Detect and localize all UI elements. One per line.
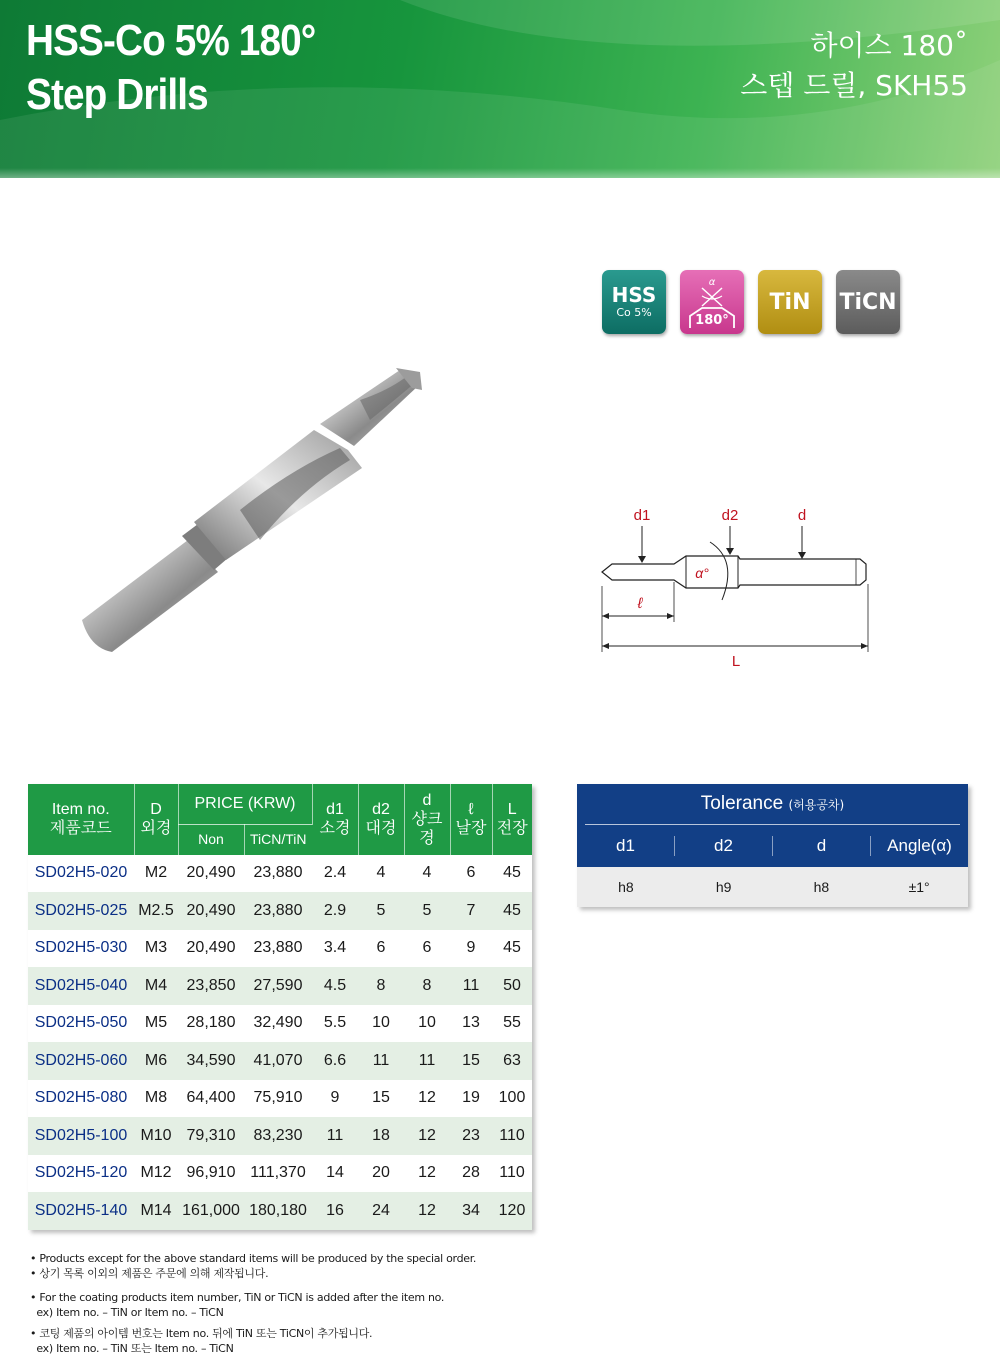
table-row <box>28 930 532 968</box>
cell-d2-value: 5 <box>358 892 404 930</box>
cell-l-value: 34 <box>450 1192 492 1230</box>
tolerance-col-d: d <box>773 836 871 856</box>
diagram-L-label: L <box>731 653 741 670</box>
cell-l-value: 19 <box>450 1080 492 1118</box>
col-l-en: ℓ <box>468 801 474 819</box>
cell-price-non: 28,180 <box>178 1005 244 1043</box>
tolerance-col-d1: d1 <box>577 836 675 856</box>
cell-d-value: 4 <box>404 855 450 893</box>
cell-d1-value: 2.9 <box>312 892 358 930</box>
dimension-diagram <box>590 500 890 680</box>
angle-graphic <box>680 270 744 334</box>
cell-item-code: SD02H5-030 <box>28 930 134 968</box>
cell-d-value: 12 <box>404 1117 450 1155</box>
cell-d2-value: 15 <box>358 1080 404 1118</box>
feature-icons <box>602 270 900 334</box>
cell-price-coated: 75,910 <box>244 1080 312 1118</box>
col-D-ko: 외경 <box>140 820 172 838</box>
cell-item-code: SD02H5-040 <box>28 967 134 1005</box>
table-row <box>28 1155 532 1193</box>
cell-diameter: M5 <box>134 1005 178 1043</box>
note-special-order-en: • Products except for the above standard items will be produced by the special order. <box>30 1252 477 1265</box>
spec-table <box>28 784 532 1230</box>
col-d1-ko: 소경 <box>319 820 351 838</box>
cell-d-value: 12 <box>404 1080 450 1118</box>
note-coating-en: • For the coating products item number, TiN or TiCN is added after the item no. <box>30 1291 445 1304</box>
cell-d-value: 8 <box>404 967 450 1005</box>
note-coating-ko: • 코팅 제품의 아이템 번호는 Item no. 뒤에 TiN 또는 TiCN이 추가됩니다. <box>30 1327 373 1340</box>
title-ko-line-2: 스텝 드릴, SKH55 <box>740 69 968 102</box>
col-D <box>134 784 178 855</box>
cell-item-code: SD02H5-060 <box>28 1042 134 1080</box>
cell-d-value: 11 <box>404 1042 450 1080</box>
col-D-en: D <box>150 801 162 819</box>
col-item-no-en: Item no. <box>51 801 110 819</box>
cell-L-value: 55 <box>492 1005 532 1043</box>
angle-180-icon <box>680 270 744 334</box>
angle-value-label: 180° <box>695 313 729 328</box>
col-d1-en: d1 <box>326 801 344 819</box>
note-coating-example-en: ex) Item no. – TiN or Item no. – TiCN <box>30 1306 224 1319</box>
hss-icon <box>602 270 666 334</box>
tolerance-values <box>577 867 968 907</box>
cell-d2-value: 20 <box>358 1155 404 1193</box>
col-item-no-ko: 제품코드 <box>49 820 112 838</box>
col-d2-en: d2 <box>372 801 390 819</box>
cell-diameter: M8 <box>134 1080 178 1118</box>
cell-l-value: 13 <box>450 1005 492 1043</box>
cell-d1-value: 11 <box>312 1117 358 1155</box>
table-row <box>28 967 532 1005</box>
note-special-order-ko: • 상기 목록 이외의 제품은 주문에 의해 제작됩니다. <box>30 1267 269 1280</box>
table-row <box>28 1005 532 1043</box>
cell-L-value: 110 <box>492 1155 532 1193</box>
cell-item-code: SD02H5-140 <box>28 1192 134 1230</box>
cell-item-code: SD02H5-020 <box>28 855 134 893</box>
angle-alpha-label: α <box>708 277 716 288</box>
cell-L-value: 100 <box>492 1080 532 1118</box>
col-price-non: Non <box>178 824 244 855</box>
cell-L-value: 45 <box>492 855 532 893</box>
col-L <box>492 784 532 855</box>
cell-d-value: 10 <box>404 1005 450 1043</box>
col-L-ko: 전장 <box>496 820 528 838</box>
cell-L-value: 45 <box>492 892 532 930</box>
tolerance-table <box>577 784 968 907</box>
tolerance-header <box>577 784 968 867</box>
cell-item-code: SD02H5-025 <box>28 892 134 930</box>
tolerance-title-en: Tolerance <box>700 793 784 814</box>
cell-price-coated: 41,070 <box>244 1042 312 1080</box>
cell-d1-value: 5.5 <box>312 1005 358 1043</box>
ticn-icon-label: TiCN <box>839 289 897 315</box>
cell-d1-value: 6.6 <box>312 1042 358 1080</box>
cell-d2-value: 11 <box>358 1042 404 1080</box>
cell-l-value: 6 <box>450 855 492 893</box>
cell-d-value: 6 <box>404 930 450 968</box>
hss-icon-label: HSS <box>611 283 657 307</box>
col-d-ko: 샹크경 <box>411 810 443 847</box>
diagram-l-label: ℓ <box>637 595 643 612</box>
cell-d2-value: 24 <box>358 1192 404 1230</box>
cell-l-value: 23 <box>450 1117 492 1155</box>
note-coating-example-ko: ex) Item no. – TiN 또는 Item no. – TiCN <box>30 1342 234 1355</box>
cell-price-non: 64,400 <box>178 1080 244 1118</box>
cell-d-value: 12 <box>404 1192 450 1230</box>
tin-icon-label: TiN <box>769 289 811 315</box>
cell-diameter: M10 <box>134 1117 178 1155</box>
table-row <box>28 1080 532 1118</box>
table-row <box>28 1042 532 1080</box>
cell-d1-value: 2.4 <box>312 855 358 893</box>
tolerance-val-d: h8 <box>813 879 830 895</box>
col-price: PRICE (KRW) <box>178 784 312 824</box>
cell-price-non: 20,490 <box>178 892 244 930</box>
cell-d1-value: 3.4 <box>312 930 358 968</box>
cell-price-non: 161,000 <box>178 1192 244 1230</box>
col-L-en: L <box>507 801 517 819</box>
spec-table-body <box>28 855 532 1230</box>
col-d1 <box>312 784 358 855</box>
cell-price-coated: 83,230 <box>244 1117 312 1155</box>
cell-d2-value: 6 <box>358 930 404 968</box>
cell-diameter: M3 <box>134 930 178 968</box>
cell-price-coated: 23,880 <box>244 892 312 930</box>
col-d2-ko: 대경 <box>365 820 397 838</box>
cell-l-value: 9 <box>450 930 492 968</box>
page-title-korean <box>740 26 968 106</box>
table-row <box>28 1192 532 1230</box>
cell-diameter: M2.5 <box>134 892 178 930</box>
cell-l-value: 7 <box>450 892 492 930</box>
title-line-2: Step Drills <box>26 70 208 119</box>
col-price-coated: TiCN/TiN <box>244 824 312 855</box>
cell-d2-value: 8 <box>358 967 404 1005</box>
table-row <box>28 855 532 893</box>
cell-item-code: SD02H5-050 <box>28 1005 134 1043</box>
cell-L-value: 120 <box>492 1192 532 1230</box>
tolerance-val-d1: h8 <box>618 879 634 895</box>
cell-price-non: 96,910 <box>178 1155 244 1193</box>
cell-d1-value: 9 <box>312 1080 358 1118</box>
tolerance-title-ko: (허용공차) <box>788 798 845 812</box>
tolerance-val-angle: ±1° <box>908 879 930 895</box>
tin-icon <box>758 270 822 334</box>
cell-item-code: SD02H5-080 <box>28 1080 134 1118</box>
cell-l-value: 28 <box>450 1155 492 1193</box>
diagram-d2-label: d2 <box>721 507 739 524</box>
cell-price-coated: 23,880 <box>244 930 312 968</box>
footnotes <box>30 1251 476 1356</box>
cell-diameter: M12 <box>134 1155 178 1193</box>
cell-price-non: 23,850 <box>178 967 244 1005</box>
cell-price-non: 20,490 <box>178 930 244 968</box>
cell-L-value: 50 <box>492 967 532 1005</box>
cell-d1-value: 4.5 <box>312 967 358 1005</box>
cell-diameter: M14 <box>134 1192 178 1230</box>
page-title <box>26 14 315 122</box>
cell-diameter: M4 <box>134 967 178 1005</box>
cell-item-code: SD02H5-100 <box>28 1117 134 1155</box>
table-row <box>28 1117 532 1155</box>
cell-price-coated: 23,880 <box>244 855 312 893</box>
cell-d1-value: 16 <box>312 1192 358 1230</box>
cell-l-value: 11 <box>450 967 492 1005</box>
cell-L-value: 45 <box>492 930 532 968</box>
diagram-d1-label: d1 <box>633 507 651 524</box>
title-line-1: HSS-Co 5% 180° <box>26 16 316 65</box>
cell-d2-value: 10 <box>358 1005 404 1043</box>
cell-item-code: SD02H5-120 <box>28 1155 134 1193</box>
product-photo <box>70 350 450 660</box>
cell-d-value: 5 <box>404 892 450 930</box>
header-banner <box>0 0 1000 178</box>
cell-L-value: 110 <box>492 1117 532 1155</box>
cell-price-non: 20,490 <box>178 855 244 893</box>
cell-d-value: 12 <box>404 1155 450 1193</box>
table-row <box>28 892 532 930</box>
col-d <box>404 784 450 855</box>
title-ko-line-1: 하이스 180˚ <box>810 29 968 62</box>
cell-price-coated: 27,590 <box>244 967 312 1005</box>
tolerance-columns <box>577 825 968 867</box>
tolerance-col-angle: Angle(α) <box>887 836 952 855</box>
cell-L-value: 63 <box>492 1042 532 1080</box>
tolerance-title <box>577 784 968 824</box>
cell-price-coated: 32,490 <box>244 1005 312 1043</box>
col-d-en: d <box>422 791 432 809</box>
cell-price-coated: 111,370 <box>244 1155 312 1193</box>
col-item-no <box>28 784 134 855</box>
tolerance-val-d2: h9 <box>715 879 732 895</box>
col-d2 <box>358 784 404 855</box>
diagram-d-label: d <box>797 507 807 524</box>
cell-d2-value: 4 <box>358 855 404 893</box>
cell-d2-value: 18 <box>358 1117 404 1155</box>
col-l-ko: 날장 <box>455 820 487 838</box>
cell-l-value: 15 <box>450 1042 492 1080</box>
cell-diameter: M6 <box>134 1042 178 1080</box>
cell-price-coated: 180,180 <box>244 1192 312 1230</box>
cell-diameter: M2 <box>134 855 178 893</box>
cell-price-non: 34,590 <box>178 1042 244 1080</box>
diagram-alpha-label: α° <box>695 565 709 581</box>
col-l <box>450 784 492 855</box>
cell-price-non: 79,310 <box>178 1117 244 1155</box>
hss-icon-sublabel: Co 5% <box>616 306 652 319</box>
tolerance-col-d2: d2 <box>675 836 773 856</box>
ticn-icon <box>836 270 900 334</box>
cell-d1-value: 14 <box>312 1155 358 1193</box>
